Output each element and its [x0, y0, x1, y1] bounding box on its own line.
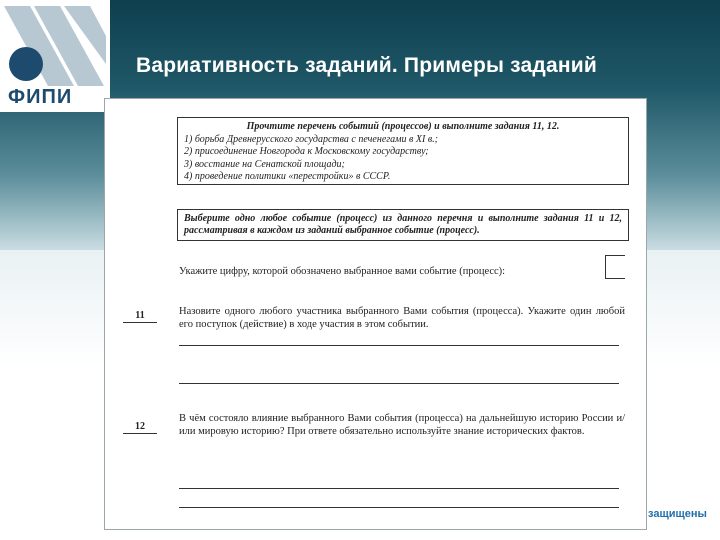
fipi-logo-icon: [4, 6, 106, 86]
question-number: 11: [123, 310, 157, 323]
events-list-heading: Прочтите перечень событий (процессов) и выполните задания 11, 12.: [246, 121, 560, 132]
logo: [0, 0, 110, 112]
slide-title: Вариативность заданий. Примеры заданий: [136, 54, 597, 77]
event-item: 4) проведение политики «перестройки» в СССР.: [184, 171, 391, 183]
question-text: В чём состояло влияние выбранного Вами события (процесса) на дальнейшую историю России и/или мировую историю? При ответе обязательно используйте знание исторических фактов.: [179, 413, 625, 437]
instruction-box: Выберите одно любое событие (процесс) из данного перечня и выполните задания 11 и 12, рассматривая в каждом из заданий выбранное событие (процесс).: [177, 209, 629, 241]
events-list-box: [177, 117, 629, 185]
answer-line: [179, 507, 619, 508]
footer-text: защищены: [648, 508, 707, 520]
page-gap: [105, 243, 646, 251]
event-item: 1) борьба Древнерусского государства с печенегами в XI в.;: [184, 133, 438, 145]
answer-line: [179, 488, 619, 489]
answer-line: [179, 345, 619, 346]
answer-box[interactable]: [605, 255, 625, 279]
task-document: [104, 98, 647, 530]
question-number: 12: [123, 421, 157, 434]
event-item: 3) восстание на Сенатской площади;: [184, 158, 345, 170]
logo-text: ФИПИ: [8, 86, 73, 108]
choice-prompt: Укажите цифру, которой обозначено выбранное вами событие (процесс):: [179, 266, 506, 277]
answer-line: [179, 383, 619, 384]
event-item: 2) присоединение Новгорода к Московскому государству;: [184, 146, 429, 158]
question-text: Назовите одного любого участника выбранного Вами события (процесса). Укажите один любой его поступок (действие) в ходе участия в этом событии.: [179, 306, 625, 330]
